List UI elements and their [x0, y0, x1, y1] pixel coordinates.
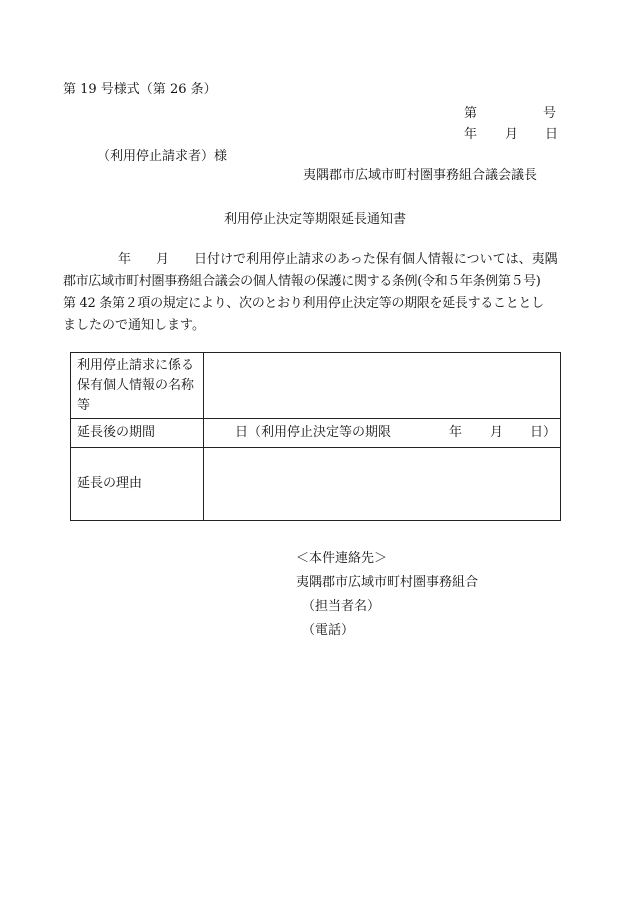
period-close: 日） — [530, 425, 557, 440]
table-row-reason — [71, 448, 561, 521]
body-line-2: 郡市広域市町村圏事務組合議会の個人情報の保護に関する条例(令和５年条例第５号) — [63, 274, 541, 289]
reason-label: 延長の理由 — [71, 448, 204, 521]
info-name-label-line-3: 等 — [77, 397, 91, 413]
contact-person: （担当者名） — [302, 599, 381, 614]
period-month: 月 — [490, 425, 504, 440]
date-month: 月 — [505, 127, 519, 142]
doc-no-suffix: 号 — [543, 106, 557, 121]
body-line-1-text: 日付けで利用停止請求のあった保有個人情報については、夷隅 — [194, 252, 558, 267]
extended-period-value — [204, 419, 561, 448]
doc-no-prefix: 第 — [464, 106, 478, 121]
body-line-3: 第 42 条第２項の規定により、次のとおり利用停止決定等の期限を延長することとし — [63, 296, 544, 311]
body-month: 月 — [156, 252, 170, 267]
body-year: 年 — [118, 252, 132, 267]
period-year: 年 — [449, 425, 463, 440]
info-name-value — [204, 353, 561, 419]
contact-block — [296, 547, 478, 643]
body-text — [63, 249, 561, 337]
date-year: 年 — [464, 127, 478, 142]
table-row-extended-period — [71, 419, 561, 448]
info-table — [70, 352, 561, 521]
info-name-label — [71, 353, 204, 419]
body-line-1 — [63, 249, 561, 271]
form-number: 第 19 号様式（第 26 条） — [63, 82, 217, 97]
contact-org: 夷隅郡市広域市町村圏事務組合 — [296, 575, 479, 590]
recipient: （利用停止請求者）様 — [97, 149, 228, 164]
contact-phone: （電話） — [302, 623, 355, 638]
info-name-label-line-1: 利用停止請求に係る — [77, 357, 195, 373]
period-day: 日（利用停止決定等の期限 — [235, 425, 392, 440]
info-name-label-line-2: 保有個人情報の名称 — [77, 377, 195, 393]
reason-value — [204, 448, 561, 521]
body-line-4: ましたので通知します。 — [63, 318, 205, 333]
contact-heading: ＜本件連絡先＞ — [296, 551, 388, 566]
document-title: 利用停止決定等期限延長通知書 — [223, 212, 406, 227]
sender: 夷隅郡市広域市町村圏事務組合議会議長 — [303, 168, 538, 183]
date-day: 日 — [545, 127, 559, 142]
extended-period-label: 延長後の期間 — [71, 419, 204, 448]
table-row-info-name — [71, 353, 561, 419]
